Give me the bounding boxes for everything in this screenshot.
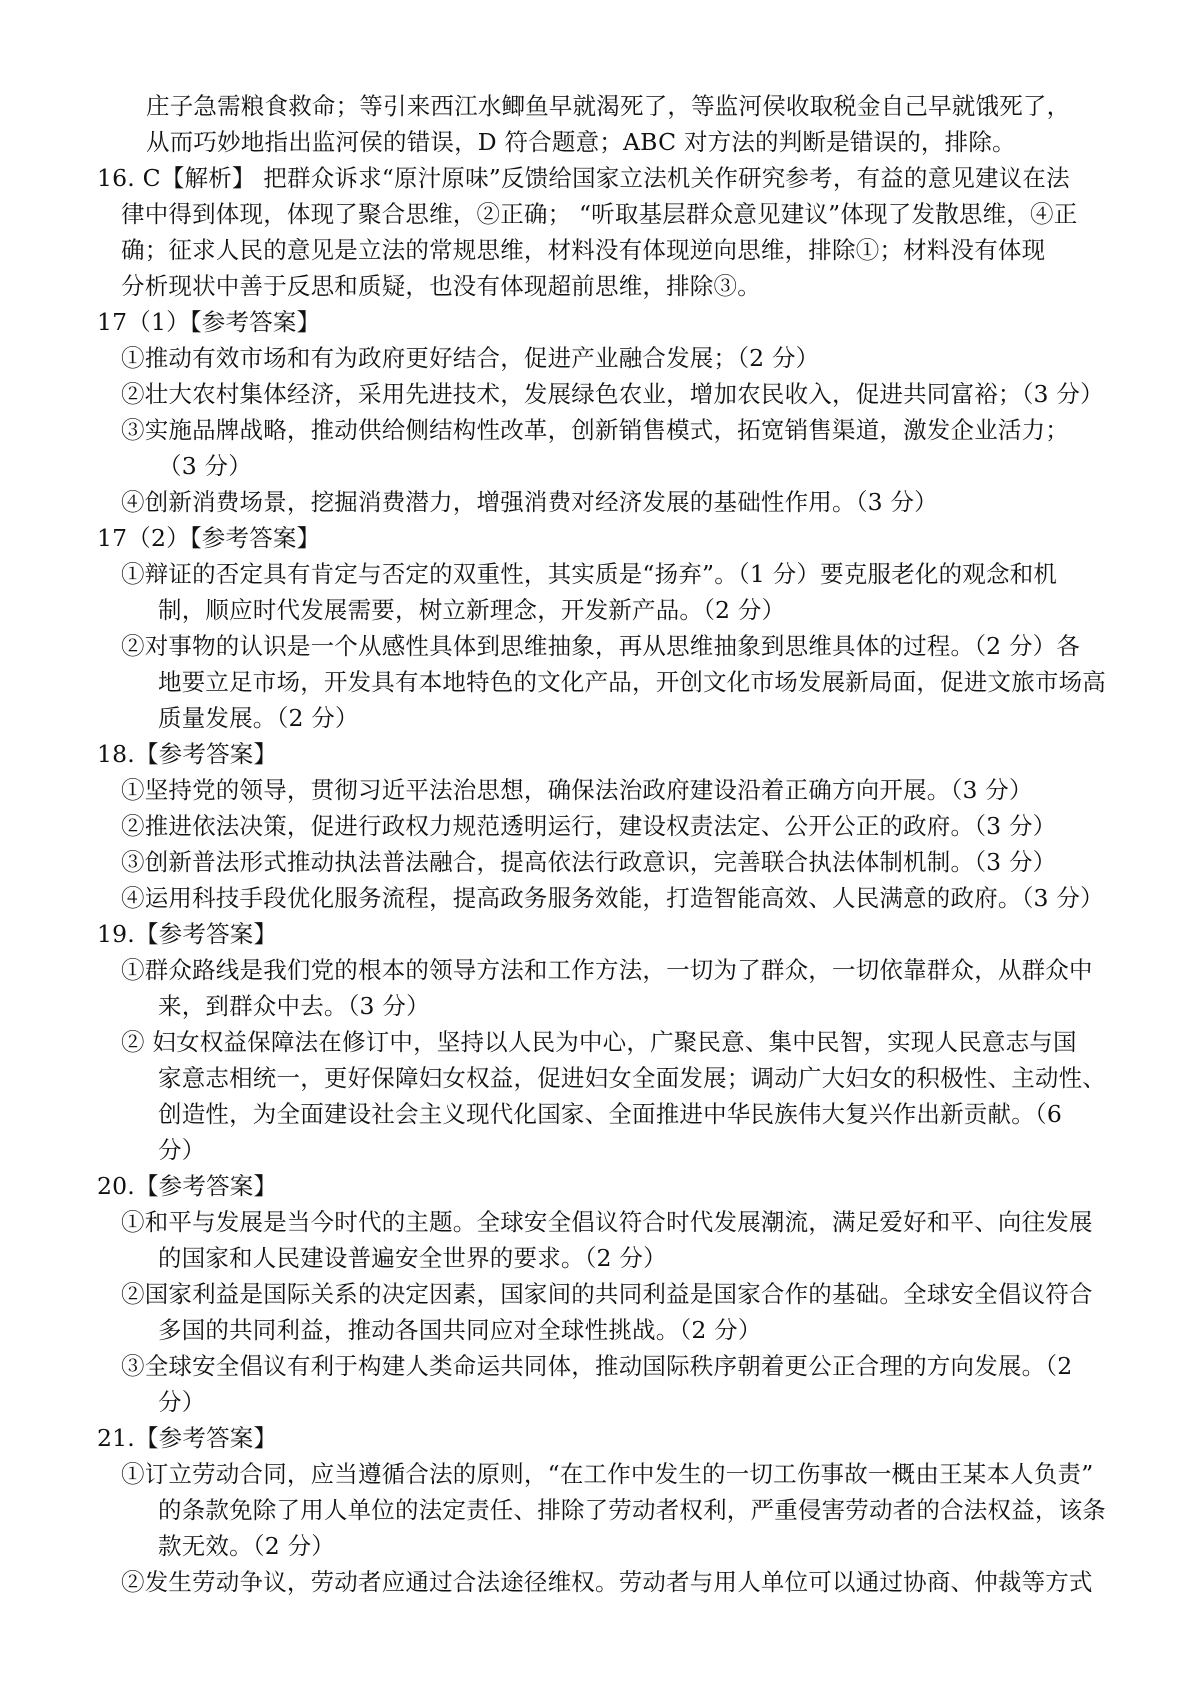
text-line: 庄子急需粮食救命；等引来西江水鲫鱼早就渴死了，等监河侯收取税金自己早就饿死了，	[146, 92, 1071, 120]
answer-point: ②国家利益是国际关系的决定因素，国家间的共同利益是国家合作的基础。全球安全倡议符合	[121, 1280, 1093, 1308]
q16-heading-line: 16. C【解析】 把群众诉求“原汁原味”反馈给国家立法机关作研究参考，有益的意见建议在法	[97, 164, 1070, 192]
answer-point: ①订立劳动合同，应当遵循合法的原则，“在工作中发生的一切工伤事故一概由王某本人负责”	[121, 1460, 1094, 1488]
text-line: 多国的共同利益，推动各国共同应对全球性挑战。（2 分）	[158, 1316, 762, 1344]
text-line: 质量发展。（2 分）	[158, 704, 359, 732]
answer-point: ①推动有效市场和有为政府更好结合，促进产业融合发展；（2 分）	[121, 344, 820, 372]
q20-heading: 20.【参考答案】	[97, 1172, 278, 1200]
q17-1-heading: 17（1）【参考答案】	[97, 308, 321, 336]
text-line: 款无效。（2 分）	[158, 1532, 335, 1560]
answer-point: ②壮大农村集体经济，采用先进技术，发展绿色农业，增加农民收入，促进共同富裕；（3 分）	[121, 380, 1104, 408]
q18-heading: 18.【参考答案】	[97, 740, 278, 768]
text-line: 分）	[158, 1136, 206, 1164]
q17-2-heading: 17（2）【参考答案】	[97, 524, 321, 552]
text-line: （3 分）	[158, 452, 252, 480]
text-line: 来，到群众中去。（3 分）	[158, 992, 430, 1020]
text-line: 律中得到体现，体现了聚合思维，②正确； “听取基层群众意见建议”体现了发散思维，④正	[121, 200, 1078, 228]
answer-point: ②推进依法决策，促进行政权力规范透明运行，建设权责法定、公开公正的政府。（3 分）	[121, 812, 1057, 840]
text-line: 创造性，为全面建设社会主义现代化国家、全面推进中华民族伟大复兴作出新贡献。（6	[158, 1100, 1063, 1128]
answer-point: ①坚持党的领导，贯彻习近平法治思想，确保法治政府建设沿着正确方向开展。（3 分）	[121, 776, 1033, 804]
answer-point: ②对事物的认识是一个从感性具体到思维抽象，再从思维抽象到思维具体的过程。（2 分）各	[121, 632, 1081, 660]
answer-point: ② 妇女权益保障法在修订中，坚持以人民为中心，广聚民意、集中民智，实现人民意志与国	[121, 1028, 1077, 1056]
answer-point: ②发生劳动争议，劳动者应通过合法途径维权。劳动者与用人单位可以通过协商、仲裁等方式	[121, 1568, 1093, 1596]
answer-point: ①群众路线是我们党的根本的领导方法和工作方法，一切为了群众，一切依靠群众，从群众中	[121, 956, 1093, 984]
text-line: 从而巧妙地指出监河侯的错误，D 符合题意；ABC 对方法的判断是错误的，排除。	[146, 128, 1016, 156]
text-line: 的条款免除了用人单位的法定责任、排除了劳动者权利，严重侵害劳动者的合法权益，该条	[158, 1496, 1106, 1524]
q21-heading: 21.【参考答案】	[97, 1424, 278, 1452]
answer-point: ④创新消费场景，挖掘消费潜力，增强消费对经济发展的基础性作用。（3 分）	[121, 488, 938, 516]
text-line: 家意志相统一，更好保障妇女权益，促进妇女全面发展；调动广大妇女的积极性、主动性、	[158, 1064, 1106, 1092]
answer-point: ③全球安全倡议有利于构建人类命运共同体，推动国际秩序朝着更公正合理的方向发展。（2	[121, 1352, 1073, 1380]
answer-point: ③实施品牌战略，推动供给侧结构性改革，创新销售模式，拓宽销售渠道，激发企业活力；	[121, 416, 1069, 444]
answer-point: ①和平与发展是当今时代的主题。全球安全倡议符合时代发展潮流，满足爱好和平、向往发展	[121, 1208, 1093, 1236]
answer-point: ④运用科技手段优化服务流程，提高政务服务效能，打造智能高效、人民满意的政府。（3 分）	[121, 884, 1104, 912]
text-line: 制，顺应时代发展需要，树立新理念，开发新产品。（2 分）	[158, 596, 786, 624]
text-line: 分）	[158, 1388, 206, 1416]
text-line: 分析现状中善于反思和质疑，也没有体现超前思维，排除③。	[121, 272, 761, 300]
text-line: 确；征求人民的意见是立法的常规思维，材料没有体现逆向思维，排除①；材料没有体现	[121, 236, 1046, 264]
answer-point: ③创新普法形式推动执法普法融合，提高依法行政意识，完善联合执法体制机制。（3 分）	[121, 848, 1057, 876]
text-line: 地要立足市场，开发具有本地特色的文化产品，开创文化市场发展新局面，促进文旅市场高	[158, 668, 1106, 696]
text-line: 的国家和人民建设普遍安全世界的要求。（2 分）	[158, 1244, 667, 1272]
answer-point: ①辩证的否定具有肯定与否定的双重性，其实质是“扬弃”。（1 分）要克服老化的观念和机	[121, 560, 1058, 588]
q19-heading: 19.【参考答案】	[97, 920, 278, 948]
